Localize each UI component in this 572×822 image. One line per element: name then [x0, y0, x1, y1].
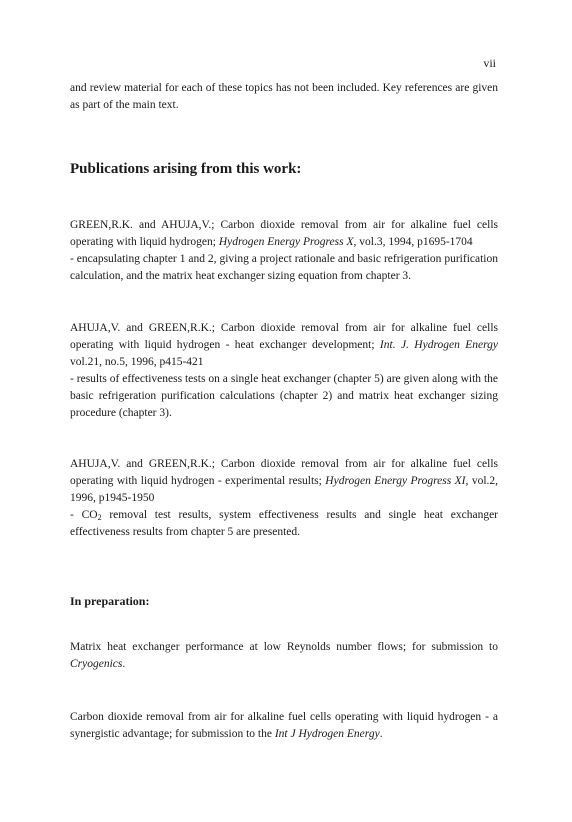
publication-entry-1 [70, 217, 498, 285]
publication-note: removal test results, system effectiveness results and single heat exchanger effectiveness results from chapter 5 are presented. [70, 509, 498, 538]
publication-note: - encapsulating chapter 1 and 2, giving a project rationale and basic refrigeration purification calculation, and the matrix heat exchanger sizing equation from chapter 3. [70, 253, 498, 282]
publication-text [70, 456, 498, 541]
publication-text [70, 217, 498, 285]
publication-journal: Hydrogen Energy Progress X [218, 236, 354, 248]
publications-heading: Publications arising from this work: [70, 161, 302, 177]
intro-paragraph [70, 80, 498, 114]
publication-details: , vol.2, 1996, p1945-1950 [70, 475, 499, 504]
publication-journal: Int. J. Hydrogen Energy [379, 339, 498, 351]
preparation-journal: Int J Hydrogen Energy [274, 728, 380, 740]
publication-note: - results of effectiveness tests on a single heat exchanger (chapter 5) are given along with the basic refrigeration purification calculations (chapter 2) and matrix heat exchanger sizing procedure (chapter 3). [70, 373, 498, 419]
publication-details: , vol.3, 1994, p1695-1704 [353, 236, 473, 248]
preparation-entry-2 [70, 709, 498, 743]
preparation-end: . [122, 658, 126, 670]
preparation-end: . [379, 728, 383, 740]
publication-entry-3 [70, 456, 498, 541]
intro-text: and review material for each of these topics has not been included. Key references are given as part of the main text. [70, 82, 498, 111]
preparation-text [70, 639, 498, 673]
publication-text [70, 320, 498, 422]
preparation-title: Matrix heat exchanger performance at low Reynolds number flows; for submission to [70, 641, 498, 653]
preparation-title: Carbon dioxide removal from air for alkaline fuel cells operating with liquid hydrogen - a synergistic advantage; for submission to the [70, 711, 498, 740]
publication-note-prefix: - CO [70, 509, 98, 521]
publication-authors-title: AHUJA,V. and GREEN,R.K.; Carbon dioxide removal from air for alkaline fuel cells operating with liquid hydrogen - heat exchanger development; [70, 322, 498, 351]
publication-journal: Hydrogen Energy Progress XI [325, 475, 466, 487]
preparation-text [70, 709, 498, 743]
publication-authors-title: GREEN,R.K. and AHUJA,V.; Carbon dioxide removal from air for alkaline fuel cells operating with liquid hydrogen; [70, 219, 498, 248]
page-number: vii [483, 56, 496, 70]
publication-entry-2 [70, 320, 498, 422]
preparation-entry-1 [70, 639, 498, 673]
publication-authors-title: AHUJA,V. and GREEN,R.K.; Carbon dioxide removal from air for alkaline fuel cells operating with liquid hydrogen - experimental results; [70, 458, 498, 487]
preparation-journal: Cryogenics [70, 658, 123, 670]
publication-details: vol.21, no.5, 1996, p415-421 [70, 356, 204, 368]
publication-note-subscript: 2 [97, 513, 102, 522]
preparation-heading: In preparation: [70, 594, 150, 608]
